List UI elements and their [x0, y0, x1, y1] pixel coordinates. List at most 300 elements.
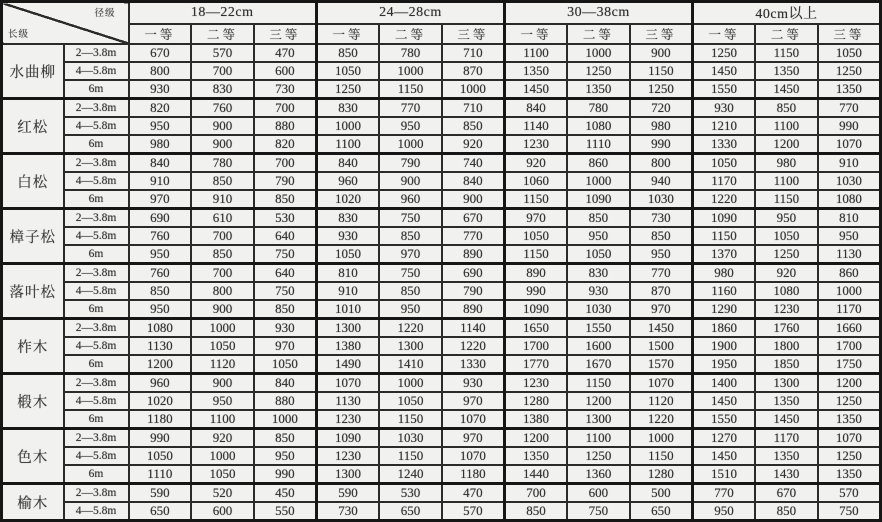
length-cell: 4—5.8m	[64, 282, 129, 300]
price-cell: 1200	[755, 135, 818, 154]
price-cell: 1130	[818, 245, 881, 264]
price-cell: 950	[379, 117, 442, 135]
price-cell: 1510	[692, 465, 755, 484]
price-cell: 950	[630, 245, 693, 264]
price-cell: 1090	[692, 209, 755, 228]
table-body	[2, 44, 881, 521]
price-cell: 1500	[630, 337, 693, 355]
price-cell: 850	[254, 429, 317, 448]
price-cell: 1130	[316, 392, 379, 410]
price-cell: 1210	[692, 117, 755, 135]
price-cell: 760	[129, 227, 192, 245]
table-row	[2, 154, 881, 173]
price-cell: 650	[630, 502, 693, 521]
corner-cell	[2, 2, 129, 45]
price-cell: 1450	[755, 410, 818, 429]
grade-header: 一等	[692, 24, 755, 44]
price-cell: 930	[129, 80, 192, 99]
price-cell: 690	[129, 209, 192, 228]
price-cell: 1200	[818, 374, 881, 393]
price-cell: 950	[129, 117, 192, 135]
price-cell: 640	[254, 227, 317, 245]
header-grade-row	[2, 24, 881, 44]
price-cell: 650	[379, 502, 442, 521]
price-cell: 1150	[630, 62, 693, 80]
price-cell: 1250	[818, 62, 881, 80]
price-cell: 770	[692, 484, 755, 503]
price-cell: 1130	[129, 337, 192, 355]
price-cell: 1030	[818, 172, 881, 190]
price-cell: 1180	[129, 410, 192, 429]
price-cell: 1440	[504, 465, 567, 484]
price-cell: 1220	[630, 410, 693, 429]
price-cell: 1700	[504, 337, 567, 355]
price-cell: 1350	[755, 392, 818, 410]
price-cell: 1080	[129, 319, 192, 338]
price-cell: 1450	[504, 80, 567, 99]
price-cell: 1350	[818, 80, 881, 99]
price-cell: 1450	[755, 80, 818, 99]
price-cell: 1650	[504, 319, 567, 338]
price-cell: 1170	[755, 429, 818, 448]
price-cell: 670	[442, 209, 505, 228]
price-cell: 1090	[316, 429, 379, 448]
price-cell: 950	[692, 502, 755, 521]
price-cell: 850	[442, 117, 505, 135]
table-row	[2, 465, 881, 484]
price-cell: 700	[191, 264, 254, 283]
price-cell: 750	[379, 264, 442, 283]
price-cell: 1230	[755, 300, 818, 319]
price-cell: 1350	[504, 62, 567, 80]
price-cell: 1120	[630, 392, 693, 410]
table-header	[2, 2, 881, 45]
price-cell: 970	[630, 300, 693, 319]
species-cell: 落叶松	[2, 264, 64, 319]
price-cell: 1000	[254, 410, 317, 429]
price-cell: 950	[818, 227, 881, 245]
price-cell: 1270	[692, 429, 755, 448]
price-cell: 1110	[567, 135, 630, 154]
table-row	[2, 282, 881, 300]
price-cell: 840	[254, 374, 317, 393]
price-cell: 910	[129, 172, 192, 190]
price-cell: 850	[129, 282, 192, 300]
price-cell: 1120	[191, 355, 254, 374]
price-cell: 920	[755, 264, 818, 283]
price-cell: 880	[254, 117, 317, 135]
price-cell: 1300	[379, 337, 442, 355]
price-cell: 840	[442, 172, 505, 190]
price-cell: 830	[316, 99, 379, 118]
price-cell: 1280	[630, 465, 693, 484]
price-cell: 930	[692, 99, 755, 118]
price-cell: 640	[254, 264, 317, 283]
price-cell: 840	[129, 154, 192, 173]
price-cell: 1100	[504, 44, 567, 62]
species-cell: 红松	[2, 99, 64, 154]
price-cell: 880	[254, 392, 317, 410]
price-cell: 910	[316, 282, 379, 300]
price-cell: 780	[379, 44, 442, 62]
price-cell: 1050	[692, 154, 755, 173]
price-cell: 850	[191, 245, 254, 264]
price-cell: 800	[191, 282, 254, 300]
price-cell: 740	[442, 154, 505, 173]
price-cell: 1100	[755, 117, 818, 135]
length-cell: 2—3.8m	[64, 264, 129, 283]
table-row	[2, 135, 881, 154]
price-cell: 1250	[755, 245, 818, 264]
price-cell: 1000	[630, 429, 693, 448]
price-cell: 800	[630, 154, 693, 173]
length-cell: 2—3.8m	[64, 374, 129, 393]
table-row	[2, 410, 881, 429]
price-cell: 1180	[442, 465, 505, 484]
grade-header: 一等	[316, 24, 379, 44]
price-cell: 1000	[379, 62, 442, 80]
price-cell: 1450	[692, 62, 755, 80]
price-cell: 1670	[567, 355, 630, 374]
price-cell: 700	[254, 99, 317, 118]
price-cell: 1300	[755, 374, 818, 393]
price-cell: 1100	[191, 410, 254, 429]
table-row	[2, 337, 881, 355]
price-cell: 1090	[504, 300, 567, 319]
price-cell: 520	[191, 484, 254, 503]
price-cell: 1300	[316, 319, 379, 338]
price-cell: 850	[316, 44, 379, 62]
price-cell: 1250	[692, 44, 755, 62]
length-cell: 4—5.8m	[64, 392, 129, 410]
table-row	[2, 209, 881, 228]
price-cell: 1700	[818, 337, 881, 355]
price-cell: 1050	[379, 392, 442, 410]
price-cell: 1330	[442, 355, 505, 374]
length-cell: 2—3.8m	[64, 429, 129, 448]
price-cell: 990	[504, 282, 567, 300]
price-cell: 850	[379, 282, 442, 300]
price-cell: 980	[755, 154, 818, 173]
price-cell: 710	[442, 99, 505, 118]
price-cell: 590	[129, 484, 192, 503]
price-cell: 890	[442, 300, 505, 319]
table-row	[2, 392, 881, 410]
price-cell: 1150	[755, 190, 818, 209]
price-cell: 710	[442, 44, 505, 62]
price-cell: 830	[316, 209, 379, 228]
price-cell: 1070	[316, 374, 379, 393]
length-cell: 6m	[64, 135, 129, 154]
price-cell: 1050	[191, 337, 254, 355]
price-cell: 980	[129, 135, 192, 154]
price-cell: 1850	[755, 355, 818, 374]
species-cell: 樟子松	[2, 209, 64, 264]
grade-header: 二等	[755, 24, 818, 44]
price-cell: 970	[379, 245, 442, 264]
price-cell: 500	[630, 484, 693, 503]
length-cell: 6m	[64, 410, 129, 429]
price-cell: 1760	[755, 319, 818, 338]
price-cell: 1200	[129, 355, 192, 374]
price-cell: 1550	[692, 80, 755, 99]
price-cell: 970	[442, 392, 505, 410]
table-row	[2, 62, 881, 80]
length-cell: 2—3.8m	[64, 99, 129, 118]
length-cell: 6m	[64, 245, 129, 264]
price-cell: 730	[630, 209, 693, 228]
table-row	[2, 245, 881, 264]
price-cell: 1080	[818, 190, 881, 209]
table-row	[2, 117, 881, 135]
price-cell: 810	[316, 264, 379, 283]
price-cell: 760	[191, 99, 254, 118]
price-cell: 670	[755, 484, 818, 503]
price-cell: 770	[630, 264, 693, 283]
length-cell: 4—5.8m	[64, 337, 129, 355]
price-cell: 1600	[567, 337, 630, 355]
corner-label-length: 长级	[8, 30, 30, 40]
price-cell: 970	[254, 337, 317, 355]
price-cell: 900	[379, 172, 442, 190]
table-row	[2, 355, 881, 374]
price-cell: 1050	[129, 447, 192, 465]
price-cell: 1140	[442, 319, 505, 338]
grade-header: 二等	[191, 24, 254, 44]
table-row	[2, 484, 881, 503]
price-cell: 980	[630, 117, 693, 135]
price-cell: 1450	[692, 392, 755, 410]
price-cell: 690	[442, 264, 505, 283]
price-cell: 470	[442, 484, 505, 503]
species-cell: 色木	[2, 429, 64, 484]
price-cell: 780	[191, 154, 254, 173]
price-cell: 1660	[818, 319, 881, 338]
table-row	[2, 227, 881, 245]
price-cell: 960	[129, 374, 192, 393]
price-cell: 950	[567, 227, 630, 245]
price-cell: 1280	[504, 392, 567, 410]
table-row	[2, 264, 881, 283]
species-cell: 白松	[2, 154, 64, 209]
price-cell: 470	[254, 44, 317, 62]
price-cell: 840	[504, 99, 567, 118]
length-cell: 4—5.8m	[64, 62, 129, 80]
price-cell: 920	[191, 429, 254, 448]
price-cell: 1150	[504, 245, 567, 264]
price-cell: 1250	[630, 80, 693, 99]
species-cell: 榆木	[2, 484, 64, 521]
price-cell: 1350	[755, 447, 818, 465]
price-cell: 1050	[254, 355, 317, 374]
price-cell: 1400	[692, 374, 755, 393]
price-cell: 1150	[630, 447, 693, 465]
price-cell: 1250	[567, 447, 630, 465]
price-cell: 800	[129, 62, 192, 80]
length-cell: 4—5.8m	[64, 117, 129, 135]
price-cell: 860	[567, 154, 630, 173]
price-cell: 1150	[567, 374, 630, 393]
price-cell: 600	[254, 62, 317, 80]
price-cell: 1950	[692, 355, 755, 374]
price-cell: 1150	[504, 190, 567, 209]
table-row	[2, 300, 881, 319]
price-cell: 850	[755, 502, 818, 521]
price-cell: 1100	[755, 172, 818, 190]
price-cell: 940	[630, 172, 693, 190]
table-row	[2, 447, 881, 465]
price-cell: 920	[442, 135, 505, 154]
price-cell: 1900	[692, 337, 755, 355]
price-cell: 1090	[567, 190, 630, 209]
corner-label-diameter: 径级	[94, 9, 116, 19]
price-cell: 1330	[692, 135, 755, 154]
price-cell: 1000	[379, 374, 442, 393]
price-cell: 1770	[504, 355, 567, 374]
price-cell: 600	[191, 502, 254, 521]
price-cell: 1230	[316, 410, 379, 429]
price-cell: 650	[129, 502, 192, 521]
price-cell: 910	[818, 154, 881, 173]
species-cell: 椴木	[2, 374, 64, 429]
price-cell: 970	[442, 429, 505, 448]
price-cell: 910	[191, 190, 254, 209]
price-cell: 550	[254, 502, 317, 521]
length-cell: 6m	[64, 300, 129, 319]
price-cell: 1000	[379, 135, 442, 154]
price-cell: 990	[254, 465, 317, 484]
price-cell: 770	[442, 227, 505, 245]
price-cell: 1000	[316, 117, 379, 135]
grade-header: 二等	[379, 24, 442, 44]
price-cell: 750	[254, 282, 317, 300]
price-cell: 1220	[442, 337, 505, 355]
price-cell: 1160	[692, 282, 755, 300]
length-cell: 6m	[64, 80, 129, 99]
price-cell: 1080	[755, 282, 818, 300]
price-cell: 1230	[504, 374, 567, 393]
species-cell: 柞木	[2, 319, 64, 374]
price-cell: 1030	[630, 190, 693, 209]
table-row	[2, 429, 881, 448]
price-cell: 850	[755, 99, 818, 118]
price-cell: 1070	[818, 429, 881, 448]
price-cell: 1170	[692, 172, 755, 190]
price-cell: 890	[442, 245, 505, 264]
price-cell: 1050	[316, 62, 379, 80]
price-cell: 1350	[504, 447, 567, 465]
price-cell: 790	[254, 172, 317, 190]
price-cell: 990	[129, 429, 192, 448]
price-cell: 930	[442, 374, 505, 393]
length-cell: 2—3.8m	[64, 154, 129, 173]
price-cell: 1050	[567, 245, 630, 264]
price-cell: 1220	[692, 190, 755, 209]
price-cell: 1370	[692, 245, 755, 264]
price-cell: 1070	[630, 374, 693, 393]
price-cell: 950	[379, 300, 442, 319]
price-cell: 1000	[191, 319, 254, 338]
price-cell: 1150	[379, 447, 442, 465]
column-group-header: 18—22cm	[129, 2, 317, 25]
price-cell: 950	[254, 447, 317, 465]
grade-header: 三等	[818, 24, 881, 44]
price-cell: 1030	[379, 429, 442, 448]
price-cell: 850	[191, 172, 254, 190]
price-cell: 1140	[504, 117, 567, 135]
price-cell: 1800	[755, 337, 818, 355]
price-cell: 750	[567, 502, 630, 521]
price-cell: 1250	[567, 62, 630, 80]
price-cell: 1350	[567, 80, 630, 99]
price-cell: 990	[818, 117, 881, 135]
price-cell: 700	[191, 227, 254, 245]
price-cell: 670	[129, 44, 192, 62]
price-cell: 1360	[567, 465, 630, 484]
price-cell: 1490	[316, 355, 379, 374]
price-cell: 1450	[630, 319, 693, 338]
price-cell: 1000	[818, 282, 881, 300]
price-cell: 1300	[316, 465, 379, 484]
price-cell: 900	[442, 190, 505, 209]
price-cell: 1200	[504, 429, 567, 448]
price-cell: 990	[630, 135, 693, 154]
price-cell: 1000	[567, 172, 630, 190]
price-cell: 590	[316, 484, 379, 503]
price-cell: 1380	[504, 410, 567, 429]
price-cell: 920	[504, 154, 567, 173]
price-cell: 1050	[191, 465, 254, 484]
price-cell: 1100	[316, 135, 379, 154]
price-cell: 570	[818, 484, 881, 503]
price-cell: 950	[129, 245, 192, 264]
price-cell: 1060	[504, 172, 567, 190]
price-cell: 610	[191, 209, 254, 228]
price-cell: 1230	[504, 135, 567, 154]
price-cell: 1050	[818, 44, 881, 62]
price-cell: 900	[630, 44, 693, 62]
grade-header: 二等	[567, 24, 630, 44]
price-cell: 820	[129, 99, 192, 118]
price-cell: 1070	[442, 447, 505, 465]
price-cell: 700	[504, 484, 567, 503]
price-cell: 730	[316, 502, 379, 521]
grade-header: 三等	[254, 24, 317, 44]
price-cell: 970	[504, 209, 567, 228]
price-cell: 570	[191, 44, 254, 62]
price-cell: 1000	[191, 447, 254, 465]
price-cell: 1050	[504, 227, 567, 245]
price-cell: 1050	[316, 245, 379, 264]
price-cell: 1750	[818, 355, 881, 374]
table-row	[2, 502, 881, 521]
price-cell: 850	[630, 227, 693, 245]
price-cell: 750	[379, 209, 442, 228]
price-cell: 1550	[692, 410, 755, 429]
price-cell: 1300	[567, 410, 630, 429]
price-cell: 1000	[442, 80, 505, 99]
price-cell: 1860	[692, 319, 755, 338]
price-cell: 1200	[567, 392, 630, 410]
price-cell: 1150	[692, 227, 755, 245]
price-cell: 1150	[379, 80, 442, 99]
length-cell: 2—3.8m	[64, 209, 129, 228]
price-cell: 1250	[818, 447, 881, 465]
price-cell: 750	[818, 502, 881, 521]
price-cell: 890	[504, 264, 567, 283]
price-cell: 1350	[818, 465, 881, 484]
price-cell: 1240	[379, 465, 442, 484]
